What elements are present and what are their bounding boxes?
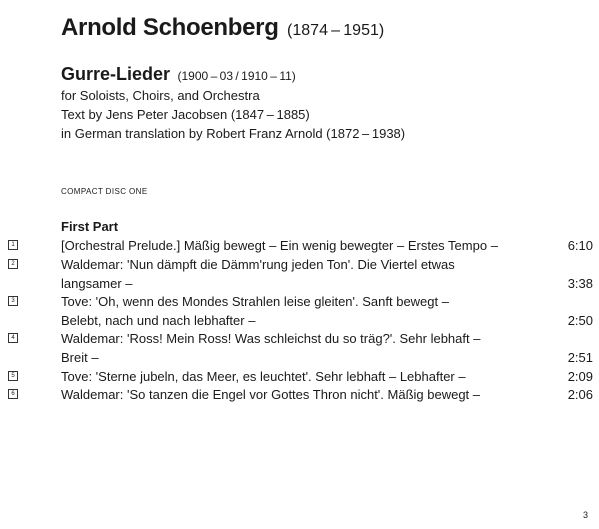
track-number-box: 6 (8, 389, 18, 399)
track-title-line: Waldemar: 'So tanzen die Engel vor Gottes Thron nicht'. Mäßig bewegt – (61, 387, 481, 402)
track-duration: 6:10 (567, 238, 593, 253)
track-duration: 2:09 (567, 369, 593, 384)
track-duration: 2:50 (567, 313, 593, 328)
track-duration: 2:51 (567, 350, 593, 365)
track-number-box: 3 (8, 296, 18, 306)
text-credit: Text by Jens Peter Jacobsen (1847 – 1885) (61, 107, 310, 122)
track-title-line: Breit – (61, 350, 99, 365)
page-number: 3 (582, 510, 588, 520)
work-scoring: for Soloists, Choirs, and Orchestra (61, 88, 260, 103)
track-title-line: langsamer – (61, 276, 133, 291)
track-title-line: Waldemar: 'Ross! Mein Ross! Was schleichst du so träg?'. Sehr lebhaft – (61, 331, 481, 346)
track-number-box: 5 (8, 371, 18, 381)
part-title: First Part (61, 219, 119, 234)
track-title-line: [Orchestral Prelude.] Mäßig bewegt – Ein wenig bewegter – Erstes Tempo – (61, 238, 498, 253)
track-duration: 2:06 (567, 387, 593, 402)
composer-years: (1874 – 1951) (287, 22, 385, 39)
translation-credit: in German translation by Robert Franz Arnold (1872 – 1938) (61, 126, 406, 141)
work-heading (61, 64, 296, 85)
track-title-line: Tove: 'Sterne jubeln, das Meer, es leuchtet'. Sehr lebhaft – Lebhafter – (61, 369, 466, 384)
track-number-box: 1 (8, 240, 18, 250)
disc-label: COMPACT DISC ONE (61, 187, 148, 196)
work-dates: (1900 – 03 / 1910 – 11) (177, 69, 296, 83)
track-title-line: Tove: 'Oh, wenn des Mondes Strahlen leise gleiten'. Sanft bewegt – (61, 294, 449, 309)
composer-heading (61, 14, 384, 42)
track-duration: 3:38 (567, 276, 593, 291)
work-title: Gurre-Lieder (61, 64, 171, 84)
track-number-box: 2 (8, 259, 18, 269)
track-title-line: Waldemar: 'Nun dämpft die Dämm'rung jeden Ton'. Die Viertel etwas (61, 257, 455, 272)
track-number-box: 4 (8, 333, 18, 343)
track-title-line: Belebt, nach und nach lebhafter – (61, 313, 256, 328)
composer-name: Arnold Schoenberg (61, 14, 279, 41)
